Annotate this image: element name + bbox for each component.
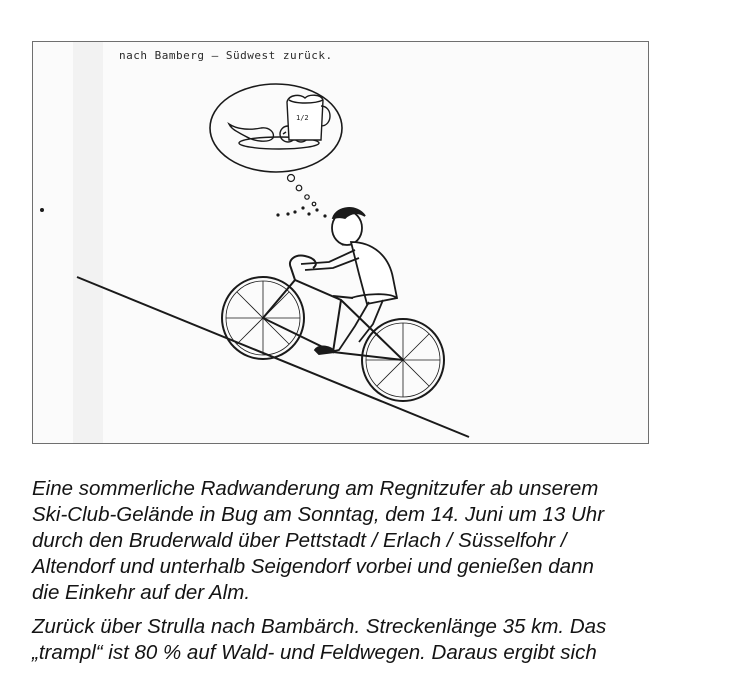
bicycle-drawing xyxy=(222,256,444,401)
cyclist-sketch xyxy=(33,42,649,444)
paragraph-intro: Eine sommerliche Radwanderung am Regnitzufer ab unserem Ski-Club-Gelände in Bug am Sonntag, dem 14. Juni um 13 Uhr durch den Bruderwald über Pettstadt / Erlach / Süsselfohr / Altendorf und unterhalb Seigendorf vorbei und genießen dann die Einkehr auf der Alm. xyxy=(32,477,605,604)
article-text xyxy=(32,476,722,674)
thought-bubble-trail xyxy=(288,175,316,206)
paragraph-route: Zurück über Strulla nach Bambärch. Streckenlänge 35 km. Das „trampl“ ist 80 % auf Wald- und Feldwegen. Daraus ergibt sich xyxy=(32,615,607,664)
scan-caption: nach Bamberg – Südwest zurück. xyxy=(119,49,333,62)
scan-shadow xyxy=(73,42,103,444)
cyclist-drawing xyxy=(301,208,397,354)
svg-text:1/2: 1/2 xyxy=(296,114,309,122)
scan-speck xyxy=(40,208,44,212)
beer-mug-drawing xyxy=(287,95,330,140)
scanned-drawing-frame xyxy=(32,41,649,444)
